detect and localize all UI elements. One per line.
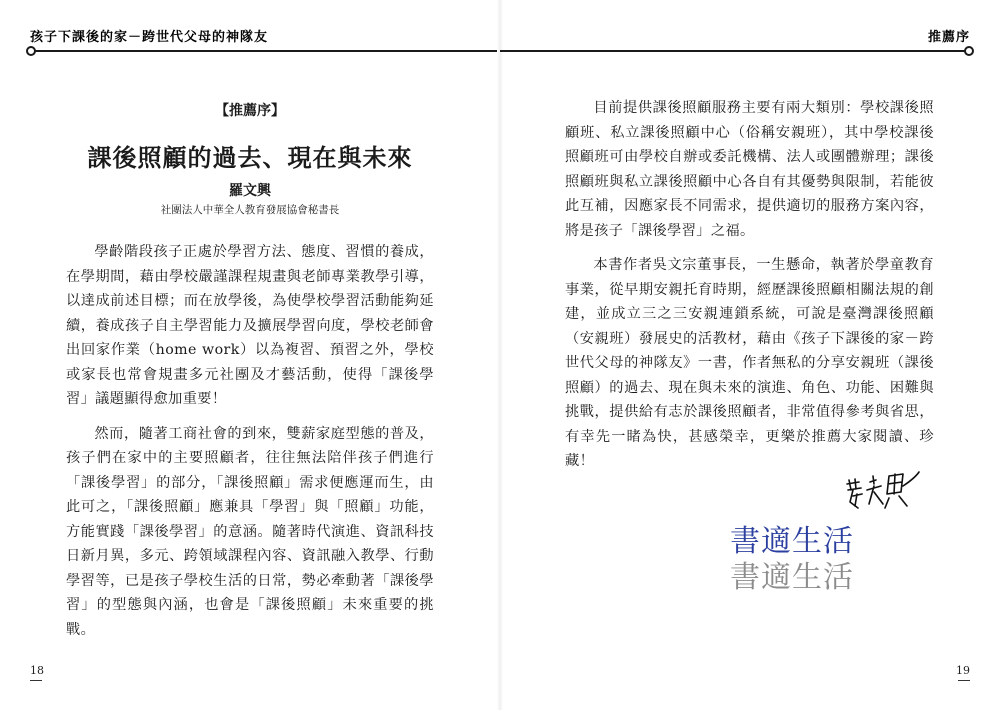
paragraph: 學齡階段孩子正處於學習方法、態度、習慣的養成，在學期間，藉由學校嚴謹課程規畫與老師專業教學引導，以達成前述目標；而在放學後，為使學校學習活動能夠延續，養成孩子自主學習能力及擴展學習向度，學校老師會出回家作業（home work）以為複習、預習之外，學校或家長也常會規畫多元社團及才藝活動，使得「課後學習」議題顯得愈加重要！ — [66, 244, 434, 407]
section-tag: 【推薦序】 — [215, 103, 285, 119]
page-number-right: 19 — [956, 664, 970, 677]
header-rule — [500, 50, 970, 52]
header-rule — [30, 50, 500, 52]
author-affiliation: 社團法人中華全人教育發展協會秘書長 — [160, 204, 340, 216]
right-page — [500, 0, 1000, 710]
page-number-rule — [30, 680, 42, 681]
header-rule-ornament — [964, 46, 974, 56]
logo-text-primary: 書適生活 — [730, 524, 854, 559]
page-number-left: 18 — [30, 664, 44, 677]
left-body-text — [66, 240, 434, 652]
publisher-logo — [730, 524, 870, 596]
logo-text-secondary: 書適生活 — [730, 560, 854, 595]
paragraph: 然而，隨著工商社會的到來，雙薪家庭型態的普及，孩子們在家中的主要照顧者，往往無法陪伴孩子們進行「課後學習」的部分，「課後照顧」需求便應運而生，由此可之，「課後照顧」應兼具「學習」與「照顧」功能，方能實踐「課後學習」的意涵。隨著時代演進、資訊科技日新月異，多元、跨領域課程內容、資訊融入教學、行動學習等，已是孩子學校生活的日常，勢必牽動著「課後學習」的型態與內涵，也會是「課後照顧」未來重要的挑戰。 — [66, 425, 434, 638]
handwritten-signature — [843, 470, 923, 512]
paragraph: 目前提供課後照顧服務主要有兩大類別：學校課後照顧班、私立課後照顧中心（俗稱安親班），其中學校課後照顧班可由學校自辦或委託機構、法人或團體辦理；課後照顧班與私立課後照顧中心各自有其優勢與限制，若能彼此互補，因應家長不同需求，提供適切的服務方案內容，將是孩子「課後學習」之福。 — [565, 100, 934, 239]
running-head-book-title: 孩子下課後的家－跨世代父母的神隊友 — [30, 30, 269, 45]
author-name: 羅文興 — [229, 183, 271, 199]
page-number-rule — [958, 680, 970, 681]
running-head-section: 推薦序 — [927, 30, 970, 45]
paragraph: 本書作者吳文宗董事長，一生懸命，執著於學童教育事業，從早期安親托育時期，經歷課後照顧相關法規的創建，並成立三之三安親連鎖系統，可說是臺灣課後照顧（安親班）發展史的活教材，藉由《孩子下課後的家－跨世代父母的神隊友》一書，作者無私的分享安親班（課後照顧）的過去、現在與未來的演進、角色、功能、困難與挑戰，提供給有志於課後照顧者，非常值得參考與省思，有幸先一睹為快，甚感榮幸，更樂於推薦大家閱讀、珍藏！ — [565, 257, 934, 469]
article-title: 課後照顧的過去、現在與未來 — [87, 144, 413, 172]
header-rule-ornament — [26, 46, 36, 56]
right-body-text — [565, 96, 934, 484]
